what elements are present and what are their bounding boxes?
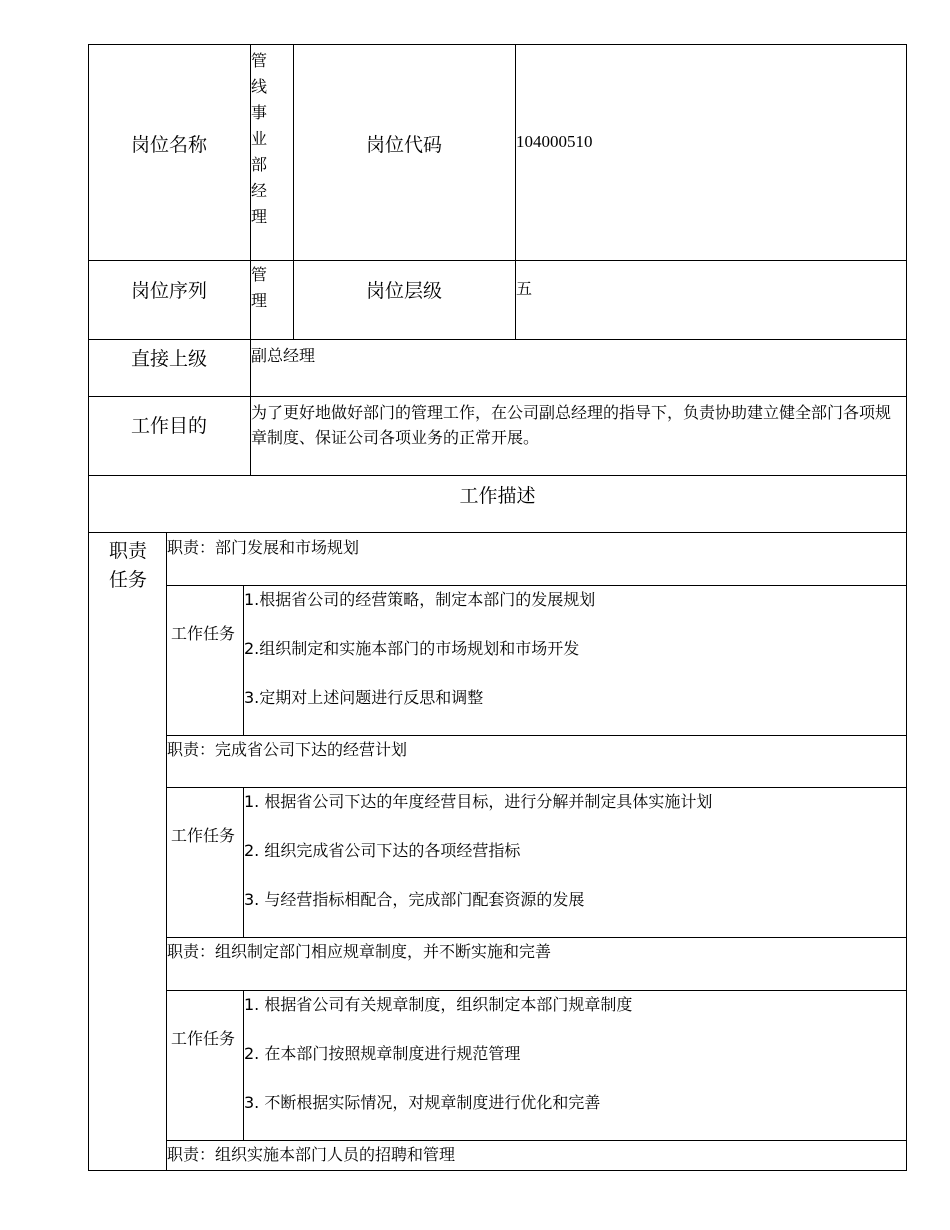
task-item: 3.定期对上述问题进行反思和调整 xyxy=(244,688,484,707)
task-label: 工作任务 xyxy=(170,624,235,643)
duty-title: 职责：完成省公司下达的经营计划 xyxy=(167,740,408,759)
section-title: 工作描述 xyxy=(459,484,536,507)
purpose-label: 工作目的 xyxy=(130,414,207,437)
post-level-label: 岗位层级 xyxy=(365,279,442,302)
row-divider xyxy=(166,1140,907,1141)
row-divider xyxy=(166,735,907,736)
duty-title: 职责：组织实施本部门人员的招聘和管理 xyxy=(167,1145,456,1164)
row-divider xyxy=(166,585,907,586)
row-divider xyxy=(166,937,907,938)
supervisor-label: 直接上级 xyxy=(130,347,207,370)
task-item: 3. 不断根据实际情况，对规章制度进行优化和完善 xyxy=(244,1093,601,1112)
task-label: 工作任务 xyxy=(170,826,235,845)
post-name-value: 管线事业部经理 xyxy=(251,51,268,226)
task-item: 3. 与经营指标相配合，完成部门配套资源的发展 xyxy=(244,890,585,909)
task-item: 2.组织制定和实施本部门的市场规划和市场开发 xyxy=(244,639,580,658)
task-label: 工作任务 xyxy=(170,1029,235,1048)
post-name-label: 岗位名称 xyxy=(130,133,207,156)
duties-label: 职责任务 xyxy=(108,540,147,591)
task-item: 2. 组织完成省公司下达的各项经营指标 xyxy=(244,841,521,860)
row-divider xyxy=(166,787,907,788)
duty-title: 职责：组织制定部门相应规章制度，并不断实施和完善 xyxy=(167,942,552,961)
post-level-value: 五 xyxy=(516,279,533,298)
purpose-value: 为了更好地做好部门的管理工作，在公司副总经理的指导下，负责协助建立健全部门各项规章制度、保证公司各项业务的正常开展。 xyxy=(251,403,892,447)
duty-title: 职责：部门发展和市场规划 xyxy=(167,538,360,557)
post-series-label: 岗位序列 xyxy=(130,279,207,302)
task-item: 1.根据省公司的经营策略，制定本部门的发展规划 xyxy=(244,590,596,609)
post-code-label: 岗位代码 xyxy=(365,133,442,156)
supervisor-value: 副总经理 xyxy=(251,346,316,365)
post-code-value: 104000510 xyxy=(516,132,593,151)
row-divider xyxy=(88,532,907,533)
col-divider xyxy=(166,532,167,1171)
task-item: 2. 在本部门按照规章制度进行规范管理 xyxy=(244,1044,521,1063)
post-series-value: 管理 xyxy=(251,265,268,310)
task-item: 1. 根据省公司下达的年度经营目标，进行分解并制定具体实施计划 xyxy=(244,792,713,811)
row-divider xyxy=(166,990,907,991)
task-item: 1. 根据省公司有关规章制度，组织制定本部门规章制度 xyxy=(244,995,633,1014)
